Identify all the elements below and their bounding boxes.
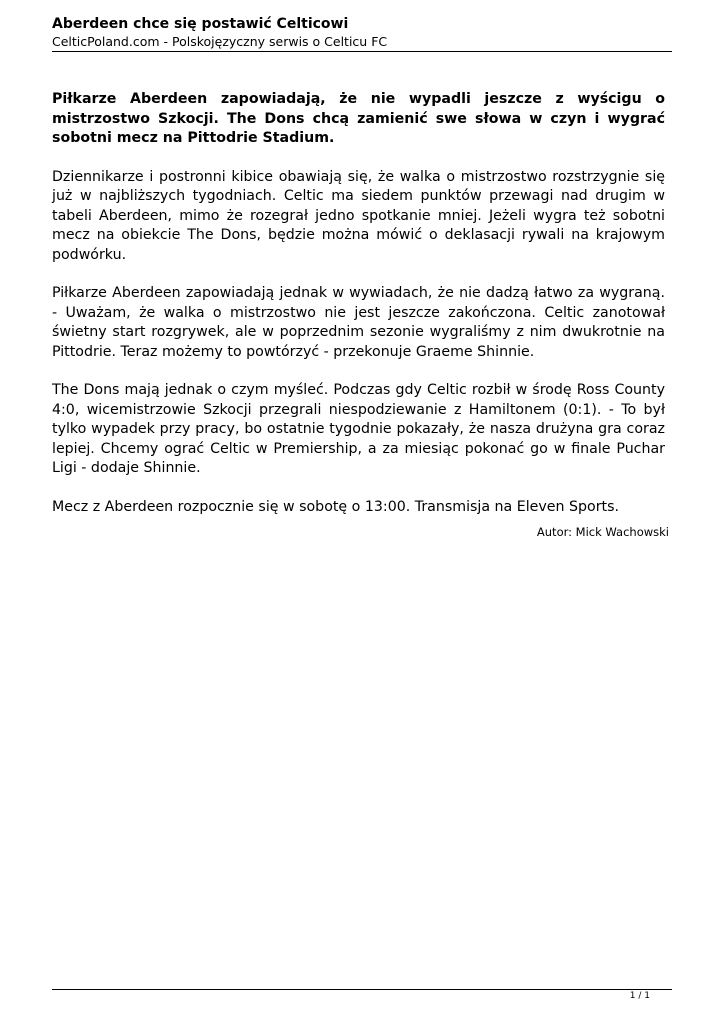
- article-body: [52, 90, 665, 536]
- article-author: Autor: Mick Wachowski: [536, 525, 669, 539]
- page-header: [52, 15, 672, 50]
- article-paragraph: Mecz z Aberdeen rozpocznie się w sobotę o 13:00. Transmisja na Eleven Sports.: [52, 498, 619, 515]
- article-paragraph: The Dons mają jednak o czym myśleć. Podczas gdy Celtic rozbił w środę Ross County 4:0, wicemistrzowie Szkocji przegrali niespodziewanie z Hamiltonem (0:1). - To był tylko wypadek przy pracy, bo ostatnie tygodnie pokazały, że nasza drużyna gra coraz lepiej. Chcemy ograć Celtic w Premiership, a za miesiąc pokonać go w finale Puchar Ligi - dodaje Shinnie.: [52, 382, 665, 476]
- article-paragraph: Dziennikarze i postronni kibice obawiają się, że walka o mistrzostwo rozstrzygnie się już w najbliższych tygodniach. Celtic ma siedem punktów przewagi nad drugim w tabeli Aberdeen, mimo że rozegrał jedno spotkanie mniej. Jeżeli wygra też sobotni mecz na obiekcie The Dons, będzie można mówić o deklasacji rywali na krajowym podwórku.: [52, 168, 665, 263]
- page-number: 1 / 1: [629, 991, 650, 1001]
- article-lead: Piłkarze Aberdeen zapowiadają, że nie wypadli jeszcze z wyścigu o mistrzostwo Szkocji. The Dons chcą zamienić swe słowa w czyn i wygrać sobotni mecz na Pittodrie Stadium.: [52, 91, 665, 146]
- site-subtitle: CelticPoland.com - Polskojęzyczny serwis o Celticu FC: [52, 34, 388, 49]
- article-paragraph: Piłkarze Aberdeen zapowiadają jednak w wywiadach, że nie dadzą łatwo za wygraną. - Uważam, że walka o mistrzostwo nie jest jeszcze zakończona. Celtic zanotował świetny start rozgrywek, ale w poprzednim sezonie wygraliśmy z nim dwukrotnie na Pittodrie. Teraz możemy to powtórzyć - przekonuje Graeme Shinnie.: [52, 285, 665, 360]
- header-divider: [52, 51, 672, 52]
- page-title: Aberdeen chce się postawić Celticowi: [52, 16, 349, 32]
